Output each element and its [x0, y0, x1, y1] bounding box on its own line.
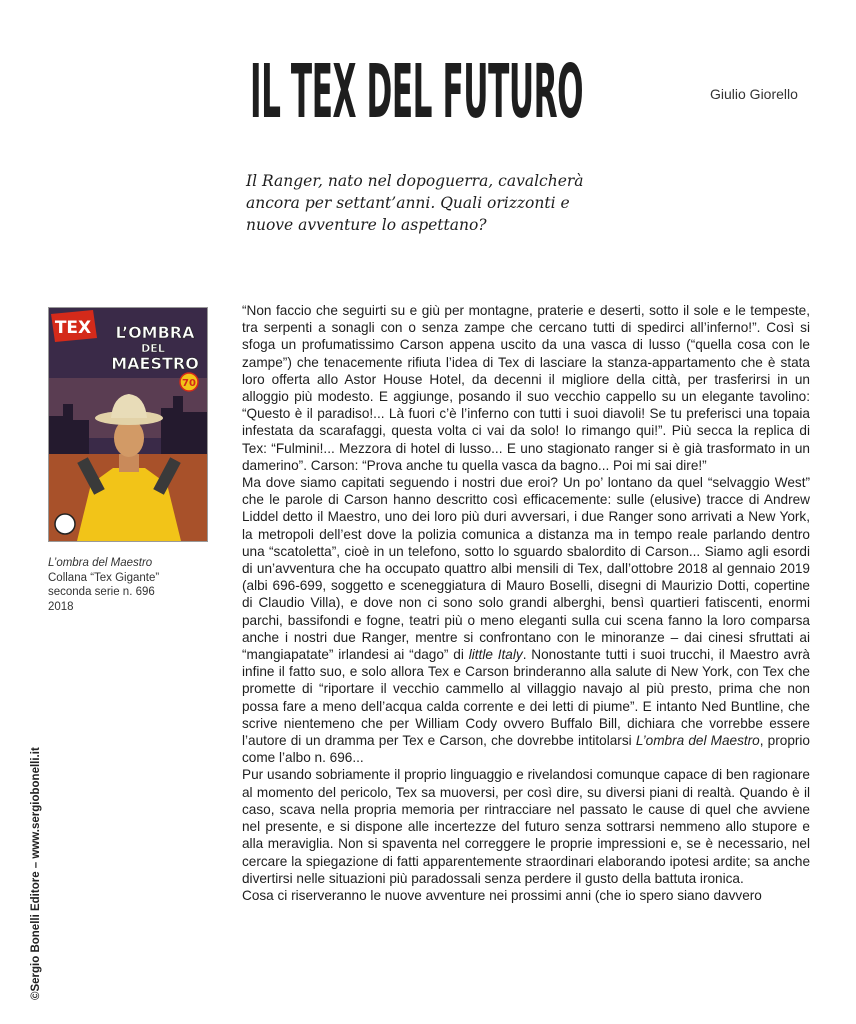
article-subtitle: Il Ranger, nato nel dopoguerra, cavalcherà ancora per settant’anni. Quali orizzonti e nuove avventure lo aspettano? — [246, 172, 584, 234]
caption-year: 2018 — [48, 600, 74, 613]
article-body — [242, 302, 810, 974]
author-name: Giulio Giorello — [710, 86, 798, 102]
anniversary-number: 70 — [182, 378, 196, 389]
copyright-sidebar: ©Sergio Bonelli Editore – www.sergiobonelli.it — [30, 747, 42, 1000]
price-badge — [55, 514, 75, 534]
paragraph-4: Cosa ci riserveranno le nuove avventure nei prossimi anni (che io spero siano davvero — [242, 887, 762, 903]
caption-issue: seconda serie n. 696 — [48, 586, 155, 598]
cover-title-line3: MAESTRO — [111, 354, 199, 373]
paragraph-2: Ma dove siamo capitati seguendo i nostri due eroi? Un po’ lontano da quel “selvaggio West” che le parole di Carson hanno descritto così efficacemente: sulle (elusive) tracce di Andrew Liddel detto il Maestro, uno dei loro più duri avversari, i due Ranger sono arrivati a New York, la metropoli dell’est dove la polizia comunica a distanza ma in tempo reale parlando dentro una “scatoletta”, cioè in un telefono, sotto lo sguardo sbalordito di Carson... Siamo agli esordi di un’avventura che ha occupato quattro albi mensili di Tex, dall’ottobre 2018 al gennaio 2019 (albi 696-699, soggetto e sceneggiatura di Mauro Boselli, disegni di Maurizio Dotti, copertine di Claudio Villa), e dove non ci sono solo grandi alberghi, bensì quartieri fatiscenti, enormi parchi, bassifondi e fogne, teatri più o meno eleganti sulla cui scena fanno la loro comparsa anche i nostri due Ranger, mentre si confrontano con le minoranze – dai cinesi sfruttati ai “mangiapatate” irlandesi ai “dago” di little Italy. Nonostante tutti i suoi trucchi, il Maestro avrà infine il fatto suo, e solo allora Tex e Carson brinderanno alla salute di New York, con Tex che promette di “riportare il vecchio cammello al villaggio navajo al più presto, prima che non possa fare a meno dell’acqua calda corrente e dei letti di piume”. E intanto Ned Buntline, che scrive nientemeno che per William Cody ovvero Buffalo Bill, dichiara che vorrebbe essere l’autore di un dramma per Tex e Carson, che dovrebbe intitolarsi L’ombra del Maestro, proprio come l’albo n. 696... — [242, 475, 810, 766]
comic-cover-image — [48, 307, 208, 542]
tex-logo: TEX — [54, 318, 92, 338]
article-title: IL TEX DEL FUTURO — [250, 49, 584, 135]
caption-title: L’ombra del Maestro — [48, 557, 153, 569]
cover-title-line2: DEL — [141, 342, 165, 355]
caption-series: Collana “Tex Gigante” — [48, 571, 160, 584]
cover-caption — [48, 556, 218, 614]
cover-title-line1: L’OMBRA — [115, 323, 195, 342]
paragraph-1: “Non faccio che seguirti su e giù per montagne, praterie e deserti, sotto il sole e le tempeste, tra serpenti a sonagli con o senza zampe che cercano tutti di spedirci all’inferno!”. Così si sfoga un profumatissimo Carson appena uscito da una vasca di lusso (“quella cosa con le zampe”) che tenacemente rifiuta l’idea di Tex di lasciare la stanza-appartamento che è stata loro offerta allo Astor House Hotel, da decenni il migliore della città, per trasferirsi in un alloggio più modesto. E aggiunge, posando il suo vecchio cappello su un elegante tavolino: “Questo è il paradiso!... Là fuori c’è l’inferno con tutti i suoi diavoli! Se tu preferisci una topaia infestata da scarafaggi, questa volta ci vai da solo! Io rimango qui!”. Più secca la replica di Tex: “Fulmini!... Mezzora di hotel di lusso... E uno stagionato ranger si è già trasformato in un damerino”. Carson: “Prova anche tu quella vasca da bagno... Poi mi sai dire!” — [242, 303, 810, 473]
paragraph-3: Pur usando sobriamente il proprio linguaggio e rivelandosi comunque capace di ben ragionare al momento del pericolo, Tex sa muoversi, per così dire, su diversi piani di realtà. Quando è il caso, scava nella propria memoria per rintracciare nel passato le cause di quel che avviene nel presente, e si dispone alle incertezze del futuro senza sottrarsi nemmeno allo stupore e alla meraviglia. Non si spaventa nel correggere le proprie impressioni e, se è necessario, nel cercare la spiegazione di fatti apparentemente straordinari elaborando ipotesi ardite; sa anche divertirsi nelle situazioni più paradossali senza perdere il gusto della battuta ironica. — [242, 767, 810, 886]
